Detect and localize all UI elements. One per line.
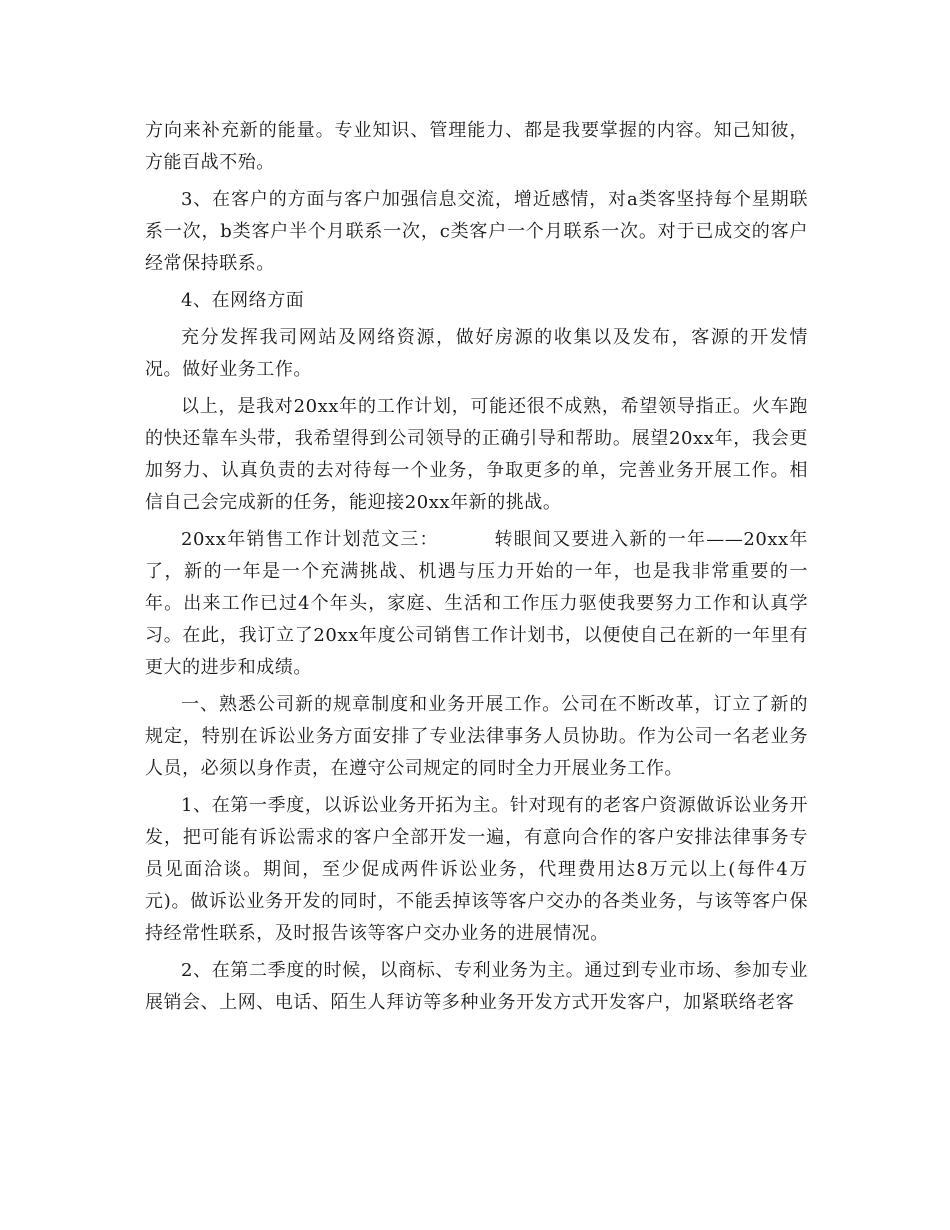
paragraph: 4、在网络方面: [181, 290, 305, 311]
paragraph: 充分发挥我司网站及网络资源，做好房源的收集以及发布，客源的开发情况。做好业务工作。: [145, 327, 808, 380]
paragraph: 方向来补充新的能量。专业知识、管理能力、都是我要掌握的内容。知己知彼，方能百战不殆。: [145, 120, 808, 173]
document-body: [145, 115, 808, 1024]
paragraph: 2、在第二季度的时候，以商标、专利业务为主。通过到专业市场、参加专业展销会、上网、电话、陌生人拜访等多种业务开发方式开发客户，加紧联络老客: [145, 960, 808, 1013]
paragraph: 以上，是我对20xx年的工作计划，可能还很不成熟，希望领导指正。火车跑的快还靠车头带，我希望得到公司领导的正确引导和帮助。展望20xx年，我会更加努力、认真负责的去对待每一个业务，争取更多的单，完善业务开展工作。相信自己会完成新的任务，能迎接20xx年新的挑战。: [145, 396, 808, 513]
paragraph: 1、在第一季度，以诉讼业务开拓为主。针对现有的老客户资源做诉讼业务开发，把可能有诉讼需求的客户全部开发一遍，有意向合作的客户安排法律事务专员见面洽谈。期间，至少促成两件诉讼业务，代理费用达8万元以上(每件4万元)。做诉讼业务开发的同时，不能丢掉该等客户交办的各类业务，与该等客户保持经常性联系，及时报告该等客户交办业务的进展情况。: [145, 795, 808, 944]
paragraph: 3、在客户的方面与客户加强信息交流，增近感情，对a类客坚持每个星期联系一次，b类客户半个月联系一次，c类客户一个月联系一次。对于已成交的客户经常保持联系。: [145, 189, 808, 274]
paragraph: 20xx年销售工作计划范文三： 转眼间又要进入新的一年——20xx年了，新的一年是一个充满挑战、机遇与压力开始的一年，也是我非常重要的一年。出来工作已过4个年头，家庭、生活和工作压力驱使我要努力工作和认真学习。在此，我订立了20xx年度公司销售工作计划书，以便使自己在新的一年里有更大的进步和成绩。: [145, 529, 808, 678]
paragraph: 一、熟悉公司新的规章制度和业务开展工作。公司在不断改革，订立了新的规定，特别在诉讼业务方面安排了专业法律事务人员协助。作为公司一名老业务人员，必须以身作责，在遵守公司规定的同时全力开展业务工作。: [145, 694, 808, 779]
